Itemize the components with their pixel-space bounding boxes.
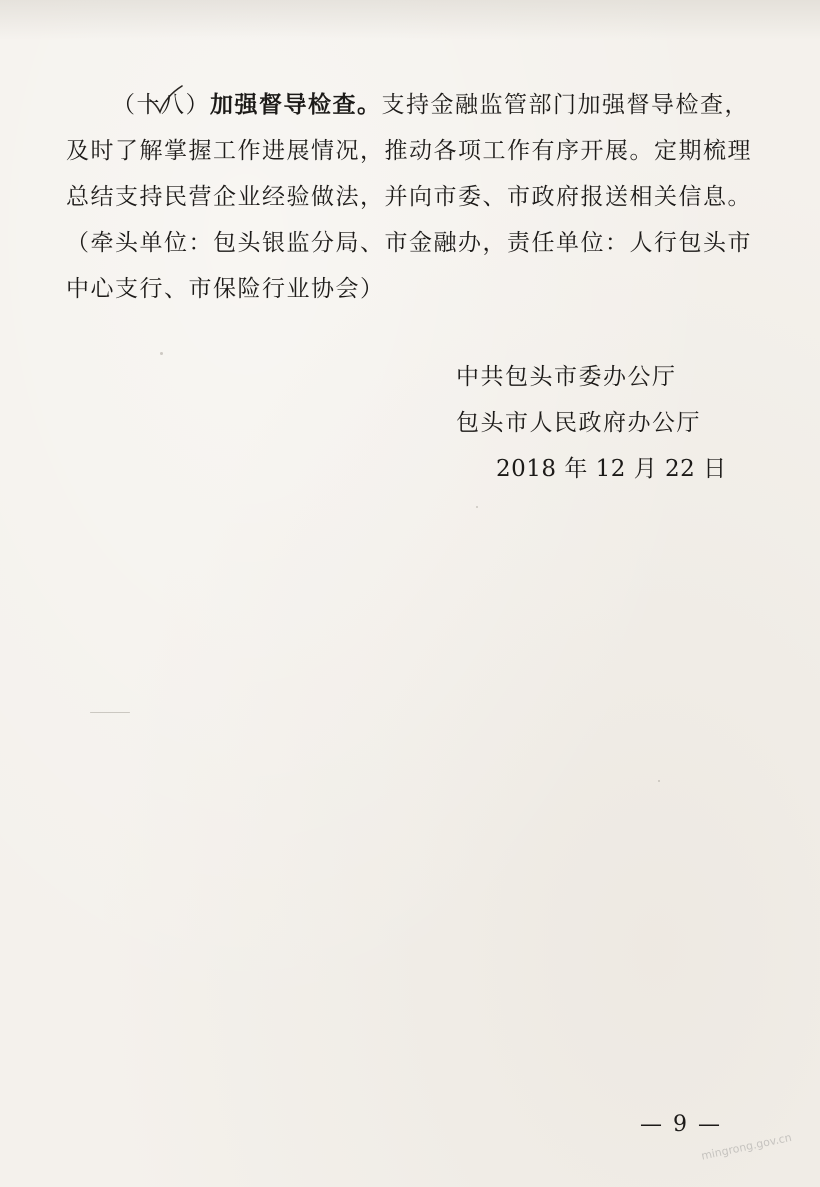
scan-edge-shadow: [0, 0, 820, 40]
paragraph-line-1: [66, 82, 766, 128]
signature-org-party-office: 中共包头市委办公厅: [456, 364, 677, 390]
section-number: （十八）: [112, 92, 210, 118]
signature-org-government-office: 包头市人民政府办公厅: [456, 410, 701, 436]
paragraph-line-4: （牵头单位：包头银监分局、市金融办，责任单位：人行包头市: [66, 230, 752, 256]
signature-date: 2018 年 12 月 22 日: [496, 456, 727, 482]
paragraph-text-1: 支持金融监管部门加强督导检查，: [381, 92, 749, 118]
scan-speck: [658, 780, 660, 782]
scan-speck: [160, 352, 163, 355]
paragraph-line-5: 中心支行、市保险行业协会）: [66, 276, 385, 302]
watermark-text: mingrong.gov.cn: [700, 1130, 793, 1163]
paragraph-line-3: 总结支持民营企业经验做法，并向市委、市政府报送相关信息。: [66, 184, 752, 210]
signature-block: [440, 354, 770, 492]
paragraph-line-2: 及时了解掌握工作进展情况，推动各项工作有序开展。定期梳理: [66, 138, 752, 164]
page-number: — 9 —: [640, 1112, 722, 1137]
body-paragraph: [66, 82, 766, 312]
scan-speck: [90, 712, 130, 713]
scan-speck: [476, 506, 478, 508]
section-heading: 加强督导检查。: [210, 91, 382, 118]
